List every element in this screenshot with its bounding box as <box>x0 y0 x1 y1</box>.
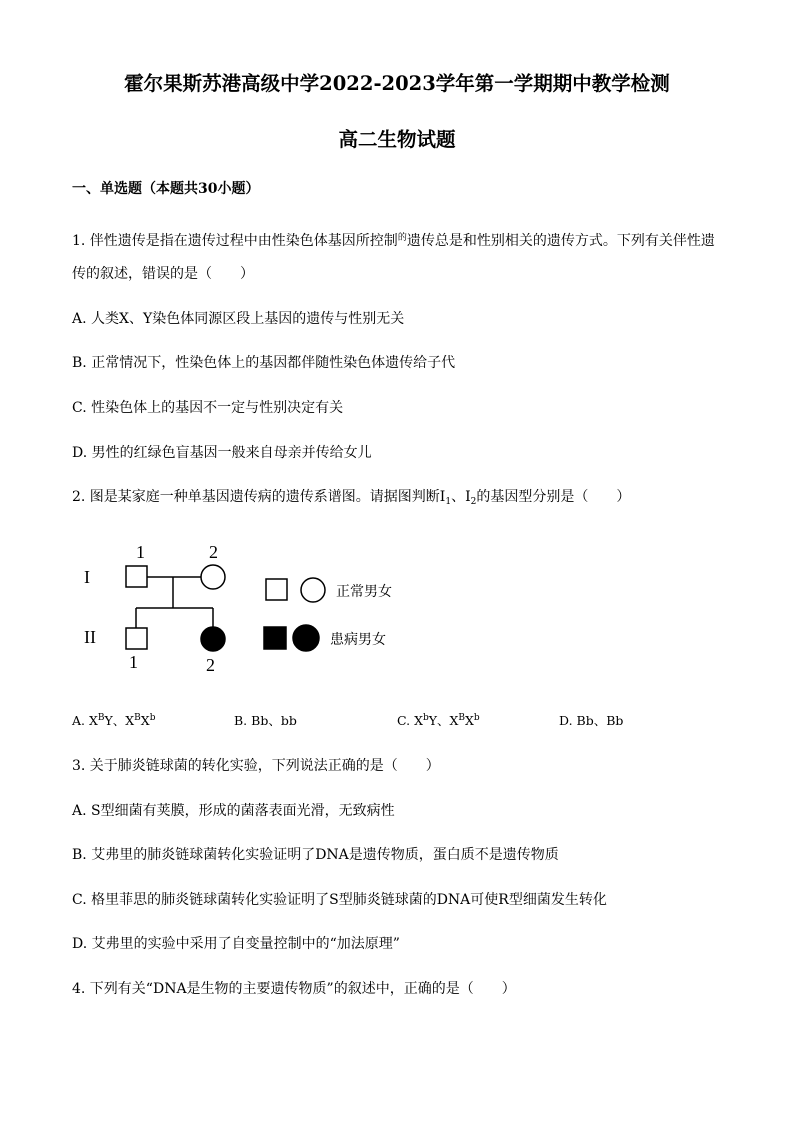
male-normal-ii1 <box>126 628 147 649</box>
q1-option-d: D. 男性的红绿色盲基因一般来自母亲并传给女儿 <box>72 445 372 461</box>
individual-number-i2: 2 <box>209 542 218 562</box>
q2-option-c-part3: X <box>465 713 474 728</box>
q2-option-c <box>397 711 480 729</box>
legend-male-normal-square <box>266 579 287 600</box>
q2-option-c-part2: Y、X <box>428 713 459 728</box>
q2-stem-part2: 、Ⅰ <box>451 489 471 505</box>
q1-stem-mark: 的 <box>397 233 407 243</box>
section-heading: 一、单选题（本题共30小题） <box>72 181 260 197</box>
legend-female-normal-circle <box>301 578 325 602</box>
q2-option-a-sup2: B <box>134 713 141 723</box>
male-normal-i1 <box>126 566 147 587</box>
q2-stem-sub2: 2 <box>470 497 477 507</box>
q3-option-a: A. S型细菌有荚膜，形成的菌落表面光滑，无致病性 <box>72 803 395 819</box>
legend-normal-label: 正常男女 <box>336 584 392 600</box>
q2-option-a-sup1: B <box>97 713 105 723</box>
q2-stem <box>72 486 630 507</box>
female-normal-i2 <box>201 565 225 589</box>
q2-stem-part3: 的基因型分别是（ ） <box>476 489 631 505</box>
q2-stem-sub1: 1 <box>445 497 452 507</box>
q2-option-d: D. Bb、Bb <box>559 713 624 728</box>
generation-label-2: II <box>84 627 96 647</box>
q1-stem-line1 <box>72 230 715 250</box>
legend-male-affected-square <box>264 627 286 649</box>
female-affected-ii2 <box>201 627 225 651</box>
generation-label-1: I <box>84 567 90 587</box>
q1-stem-part1: 1. 伴性遗传是指在遗传过程中由性染色体基因所控制 <box>72 233 398 249</box>
legend-female-affected-circle <box>293 625 319 651</box>
q2-option-a-sup3: b <box>149 713 156 723</box>
individual-number-ii2: 2 <box>206 655 215 675</box>
individual-number-i1: 1 <box>136 542 145 562</box>
q2-option-a-part1: A. X <box>72 713 98 728</box>
q2-option-a <box>72 711 155 729</box>
pedigree-chart <box>60 530 520 690</box>
q3-option-d: D. 艾弗里的实验中采用了自变量控制中的“加法原理” <box>72 936 400 952</box>
legend-affected-label: 患病男女 <box>330 632 386 648</box>
page-title: 霍尔果斯苏港高级中学2022-2023学年第一学期期中教学检测 <box>124 72 670 95</box>
q3-stem: 3. 关于肺炎链球菌的转化实验，下列说法正确的是（ ） <box>72 758 440 774</box>
q2-stem-part1: 2. 图是某家庭一种单基因遗传病的遗传系谱图。请据图判断Ⅰ <box>72 489 446 505</box>
q2-option-c-part1: C. X <box>397 713 423 728</box>
q2-option-b: B. Bb、bb <box>234 713 297 728</box>
q1-option-b: B. 正常情况下，性染色体上的基因都伴随性染色体遗传给子代 <box>72 355 456 371</box>
page-subtitle: 高二生物试题 <box>338 128 456 151</box>
q2-option-a-part3: X <box>140 713 150 728</box>
q2-option-c-sup3: b <box>473 713 480 723</box>
q4-stem: 4. 下列有关“DNA是生物的主要遗传物质”的叙述中，正确的是（ ） <box>72 981 516 997</box>
q3-option-c: C. 格里菲思的肺炎链球菌转化实验证明了S型肺炎链球菌的DNA可使R型细菌发生转化 <box>72 892 607 908</box>
q1-option-a: A. 人类X、Y染色体同源区段上基因的遗传与性别无关 <box>72 311 405 327</box>
q2-option-c-sup1: b <box>422 713 429 723</box>
q2-option-c-sup2: B <box>458 713 466 723</box>
individual-number-ii1: 1 <box>129 652 138 672</box>
q1-option-c: C. 性染色体上的基因不一定与性别决定有关 <box>72 400 344 416</box>
q2-option-a-part2: Y、X <box>104 713 135 728</box>
q1-stem-part2: 遗传总是和性别相关的遗传方式。下列有关伴性遗 <box>406 233 715 249</box>
q3-option-b: B. 艾弗里的肺炎链球菌转化实验证明了DNA是遗传物质，蛋白质不是遗传物质 <box>72 847 559 863</box>
q1-stem-line2: 传的叙述，错误的是（ ） <box>72 266 254 282</box>
